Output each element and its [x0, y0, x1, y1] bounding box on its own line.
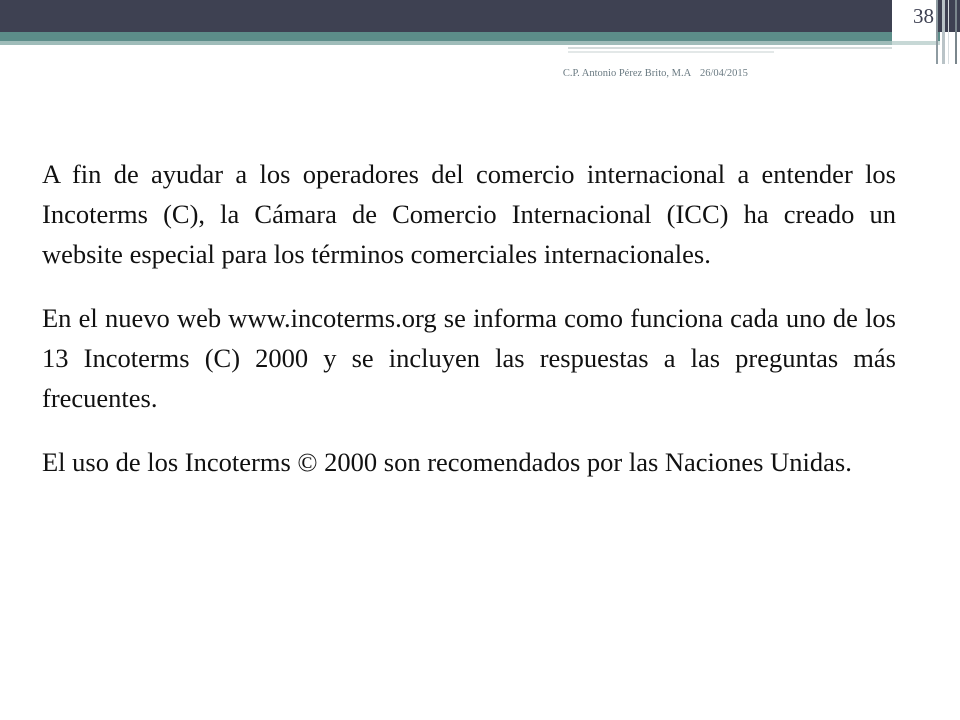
header-teal-bar — [0, 32, 940, 41]
footer-author: C.P. Antonio Pérez Brito, M.A — [562, 68, 692, 79]
right-decor-bar — [936, 0, 938, 64]
header-dark-bar — [0, 0, 960, 32]
paragraph-intro: A fin de ayudar a los operadores del comercio internacional a entender los Incoterms (C), la Cámara de Comercio Internacional (ICC) ha creado un website especial para los términos comerciales internacionales. — [42, 159, 896, 269]
paragraph-united-nations: El uso de los Incoterms © 2000 son recomendados por las Naciones Unidas. — [42, 447, 852, 477]
paragraph-website: En el nuevo web www.incoterms.org se informa como funciona cada uno de los 13 Incoterms (C) 2000 y se incluyen las respuestas a las preguntas más frecuentes. — [42, 303, 896, 413]
header-light-bar — [0, 41, 892, 45]
footer-date: 26/04/2015 — [700, 68, 748, 79]
right-decor-bar — [948, 0, 949, 64]
header-right-strip — [892, 41, 940, 45]
header-grey-line — [568, 47, 892, 49]
right-decor-bar — [942, 0, 945, 64]
header-grey-line-short — [568, 51, 774, 53]
right-decor-bar — [955, 0, 957, 64]
page-number: 38 — [913, 4, 934, 28]
slide-body — [42, 154, 896, 506]
